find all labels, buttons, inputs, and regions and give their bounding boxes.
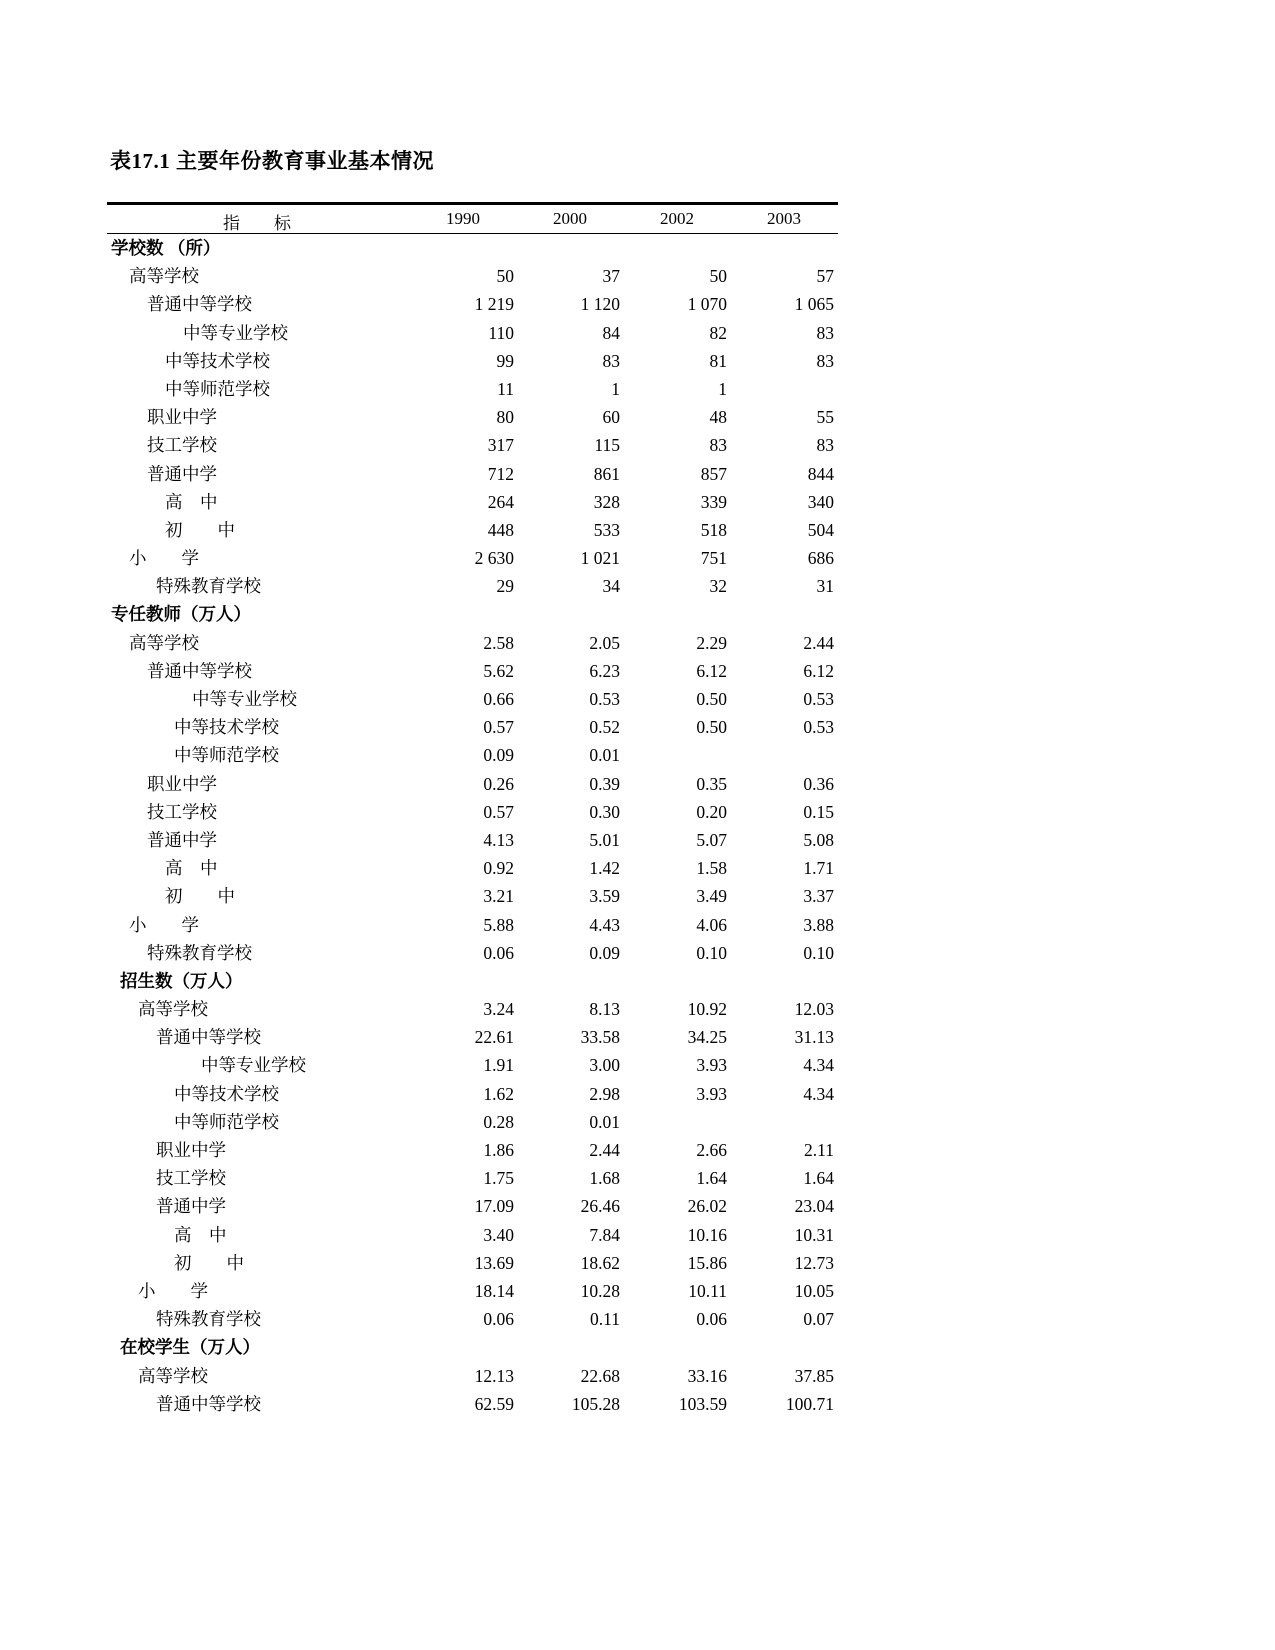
- table-row: [107, 1192, 838, 1220]
- cell-2000: 2.98: [589, 1083, 620, 1104]
- cell-1990: 0.66: [483, 689, 514, 709]
- cell-2002: 10.92: [687, 999, 727, 1020]
- cell-2002: 26.02: [687, 1196, 727, 1217]
- table-row: [107, 1249, 838, 1277]
- cell-2000: 0.11: [590, 1309, 620, 1330]
- table-row: [107, 657, 838, 685]
- cell-2002: 83: [709, 435, 727, 456]
- cell-1990: 0.09: [483, 745, 514, 766]
- cell-2000: 4.43: [589, 914, 620, 935]
- cell-2003: 31: [816, 576, 834, 597]
- cell-2002: 15.86: [687, 1252, 727, 1273]
- table-row: [107, 685, 838, 713]
- table-row: [107, 516, 838, 544]
- cell-2000: 0.53: [589, 689, 620, 709]
- cell-1990: 110: [488, 322, 514, 343]
- table-row: [107, 1390, 838, 1418]
- cell-2003: 100.71: [785, 1393, 834, 1414]
- cell-2000: 1 021: [580, 548, 620, 569]
- cell-2002: 0.06: [696, 1309, 727, 1330]
- table-row: [107, 403, 838, 431]
- cell-2000: 5.01: [589, 829, 620, 850]
- cell-2003: 686: [807, 548, 834, 569]
- row-label: 技工学校: [156, 1168, 226, 1189]
- cell-2000: 26.46: [580, 1196, 620, 1217]
- cell-2002: 3.93: [696, 1083, 727, 1104]
- cell-2002: 32: [709, 576, 727, 597]
- cell-2002: 1 070: [687, 294, 727, 315]
- cell-2002: 0.35: [696, 773, 727, 794]
- header-indicator: 指 标: [223, 214, 291, 233]
- section-label: 学校数 （所）: [111, 238, 221, 258]
- cell-2000: 6.23: [589, 660, 620, 681]
- cell-2002: 2.66: [696, 1140, 727, 1160]
- cell-2000: 34: [602, 576, 620, 597]
- table-row: [107, 544, 838, 572]
- table-row: [107, 1136, 838, 1164]
- education-table: [107, 202, 838, 1418]
- cell-2002: 103.59: [678, 1393, 727, 1414]
- cell-1990: 13.69: [474, 1252, 514, 1273]
- cell-2000: 22.68: [580, 1365, 620, 1386]
- cell-2002: 4.06: [696, 914, 727, 935]
- table-header: [107, 205, 838, 234]
- table-row: [107, 1023, 838, 1051]
- row-label: 高 中: [165, 491, 218, 512]
- cell-1990: 3.21: [483, 886, 514, 907]
- table-row: [107, 882, 838, 910]
- row-label: 职业中学: [156, 1140, 226, 1160]
- cell-2000: 8.13: [589, 999, 620, 1020]
- table-row: [107, 319, 838, 347]
- cell-2000: 115: [594, 435, 620, 456]
- cell-1990: 1.91: [483, 1055, 514, 1076]
- row-label: 普通中等学校: [156, 1393, 261, 1414]
- row-label: 中等专业学校: [183, 322, 288, 343]
- cell-2003: 10.31: [794, 1224, 834, 1245]
- row-label: 中等专业学校: [201, 1055, 306, 1076]
- row-label: 中等师范学校: [165, 378, 270, 399]
- table-row: [107, 431, 838, 459]
- cell-2002: 0.50: [696, 717, 727, 738]
- cell-2003: 0.36: [803, 773, 834, 794]
- table-row: [107, 1362, 838, 1390]
- cell-2000: 1 120: [580, 294, 620, 315]
- header-year-2002: 2002: [660, 209, 694, 228]
- table-row: [107, 262, 838, 290]
- cell-1990: 17.09: [474, 1196, 514, 1217]
- cell-2002: 2.29: [696, 632, 727, 653]
- cell-1990: 4.13: [483, 829, 514, 850]
- cell-2003: 0.53: [803, 689, 834, 709]
- row-label: 中等技术学校: [174, 1083, 279, 1104]
- cell-1990: 0.26: [483, 773, 514, 794]
- cell-1990: 12.13: [474, 1365, 514, 1386]
- cell-1990: 317: [487, 435, 514, 456]
- cell-2000: 0.52: [589, 717, 620, 738]
- cell-2000: 83: [602, 350, 620, 371]
- section-header-row: [107, 967, 838, 995]
- row-label: 技工学校: [147, 801, 217, 822]
- cell-2003: 2.44: [803, 632, 834, 653]
- cell-2003: 10.05: [794, 1280, 834, 1301]
- cell-2000: 18.62: [580, 1252, 620, 1273]
- cell-1990: 5.62: [483, 660, 514, 681]
- cell-2003: 504: [807, 519, 834, 540]
- row-label: 中等师范学校: [174, 1111, 279, 1132]
- cell-1990: 18.14: [474, 1280, 514, 1301]
- cell-2003: 0.07: [803, 1309, 834, 1330]
- cell-2003: 83: [816, 435, 834, 456]
- cell-2002: 34.25: [687, 1027, 727, 1048]
- table-row: [107, 460, 838, 488]
- cell-1990: 80: [496, 407, 514, 428]
- cell-2003: 2.11: [804, 1140, 834, 1160]
- row-label: 特殊教育学校: [156, 1309, 261, 1330]
- cell-2002: 81: [709, 350, 727, 371]
- cell-2002: 3.93: [696, 1055, 727, 1076]
- cell-2002: 33.16: [687, 1365, 727, 1386]
- table-row: [107, 347, 838, 375]
- cell-2003: 57: [816, 266, 834, 287]
- row-label: 普通中学: [156, 1196, 226, 1217]
- cell-2002: 339: [700, 491, 727, 512]
- cell-1990: 29: [496, 576, 514, 597]
- cell-2003: 0.53: [803, 717, 834, 738]
- cell-2002: 0.10: [696, 942, 727, 963]
- cell-1990: 50: [496, 266, 514, 287]
- cell-2003: 0.15: [803, 801, 834, 822]
- cell-1990: 0.57: [483, 717, 514, 738]
- row-label: 普通中等学校: [156, 1027, 261, 1048]
- cell-1990: 3.40: [483, 1224, 514, 1245]
- table-row: [107, 1221, 838, 1249]
- row-label: 小 学: [129, 548, 199, 569]
- cell-2002: 0.50: [696, 689, 727, 709]
- table-row: [107, 854, 838, 882]
- table-title: 表17.1 主要年份教育事业基本情况: [110, 149, 434, 173]
- row-label: 初 中: [174, 1252, 244, 1273]
- row-label: 小 学: [138, 1280, 208, 1301]
- section-header-row: [107, 600, 838, 628]
- table-row: [107, 741, 838, 769]
- cell-1990: 0.28: [483, 1111, 514, 1132]
- cell-2000: 84: [602, 322, 620, 343]
- cell-2000: 0.39: [589, 773, 620, 794]
- cell-2000: 37: [602, 266, 620, 287]
- cell-1990: 0.92: [483, 858, 514, 879]
- table-row: [107, 939, 838, 967]
- cell-2000: 3.00: [589, 1055, 620, 1076]
- row-label: 中等技术学校: [174, 717, 279, 738]
- row-label: 中等师范学校: [174, 745, 279, 766]
- row-label: 特殊教育学校: [147, 942, 252, 963]
- cell-1990: 0.57: [483, 801, 514, 822]
- row-label: 高等学校: [138, 999, 208, 1020]
- cell-2003: 31.13: [794, 1027, 834, 1048]
- cell-1990: 1 219: [474, 294, 514, 315]
- cell-2000: 3.59: [589, 886, 620, 907]
- cell-2002: 6.12: [696, 660, 727, 681]
- cell-2002: 10.11: [688, 1280, 727, 1301]
- section-label: 招生数（万人）: [120, 970, 243, 991]
- cell-1990: 1.62: [483, 1083, 514, 1104]
- header-year-2000: 2000: [553, 209, 587, 228]
- row-label: 职业中学: [147, 407, 217, 428]
- table-row: [107, 629, 838, 657]
- cell-2003: 4.34: [803, 1083, 834, 1104]
- cell-2000: 10.28: [580, 1280, 620, 1301]
- cell-2002: 1.64: [696, 1168, 727, 1189]
- row-label: 特殊教育学校: [156, 576, 261, 597]
- row-label: 普通中学: [147, 463, 217, 484]
- cell-2002: 82: [709, 322, 727, 343]
- cell-1990: 2 630: [474, 548, 514, 569]
- table-row: [107, 572, 838, 600]
- cell-2000: 60: [602, 407, 620, 428]
- cell-1990: 99: [496, 350, 514, 371]
- cell-2000: 1.68: [589, 1168, 620, 1189]
- row-label: 普通中等学校: [147, 660, 252, 681]
- cell-2003: 12.73: [794, 1252, 834, 1273]
- row-label: 初 中: [165, 519, 235, 540]
- cell-2000: 328: [593, 491, 620, 512]
- cell-1990: 0.06: [483, 1309, 514, 1330]
- cell-2002: 857: [700, 463, 727, 484]
- cell-2003: 6.12: [803, 660, 834, 681]
- cell-2002: 751: [700, 548, 727, 569]
- cell-2000: 33.58: [580, 1027, 620, 1048]
- cell-2003: 340: [807, 491, 834, 512]
- cell-1990: 11: [497, 378, 514, 399]
- cell-2000: 0.30: [589, 801, 620, 822]
- cell-1990: 22.61: [474, 1027, 514, 1048]
- cell-2000: 2.05: [589, 632, 620, 653]
- table-row: [107, 1051, 838, 1079]
- cell-2000: 0.01: [589, 1111, 620, 1132]
- header-year-1990: 1990: [446, 209, 480, 228]
- cell-2002: 5.07: [696, 829, 727, 850]
- row-label: 高等学校: [129, 266, 199, 287]
- cell-2003: 3.37: [803, 886, 834, 907]
- cell-2000: 2.44: [589, 1140, 620, 1160]
- cell-1990: 3.24: [483, 999, 514, 1020]
- row-label: 高 中: [165, 858, 218, 879]
- row-label: 中等技术学校: [165, 350, 270, 371]
- cell-2000: 0.01: [589, 745, 620, 766]
- section-label: 在校学生（万人）: [120, 1337, 260, 1358]
- cell-1990: 2.58: [483, 632, 514, 653]
- cell-2003: 55: [816, 407, 834, 428]
- table-row: [107, 1164, 838, 1192]
- cell-2000: 105.28: [571, 1393, 620, 1414]
- table-row: [107, 826, 838, 854]
- table-row: [107, 488, 838, 516]
- cell-2003: 1.71: [803, 858, 834, 879]
- section-header-row: [107, 1333, 838, 1361]
- table-row: [107, 1277, 838, 1305]
- section-label: 专任教师（万人）: [111, 604, 251, 625]
- cell-2003: 83: [816, 350, 834, 371]
- row-label: 高 中: [174, 1224, 227, 1245]
- row-label: 初 中: [165, 886, 235, 907]
- cell-2003: 3.88: [803, 914, 834, 935]
- table-row: [107, 375, 838, 403]
- row-label: 中等专业学校: [192, 689, 297, 709]
- cell-1990: 264: [487, 491, 514, 512]
- cell-2002: 3.49: [696, 886, 727, 907]
- table-row: [107, 1305, 838, 1333]
- cell-2000: 533: [593, 519, 620, 540]
- table-row: [107, 911, 838, 939]
- cell-2002: 0.20: [696, 801, 727, 822]
- cell-2003: 0.10: [803, 942, 834, 963]
- table-row: [107, 713, 838, 741]
- cell-2000: 0.09: [589, 942, 620, 963]
- cell-2000: 861: [593, 463, 620, 484]
- cell-1990: 0.06: [483, 942, 514, 963]
- cell-1990: 1.75: [483, 1168, 514, 1189]
- cell-2000: 1.42: [589, 858, 620, 879]
- cell-1990: 1.86: [483, 1140, 514, 1160]
- cell-2003: 4.34: [803, 1055, 834, 1076]
- table-row: [107, 995, 838, 1023]
- cell-2003: 1.64: [803, 1168, 834, 1189]
- cell-2002: 1.58: [696, 858, 727, 879]
- cell-2003: 23.04: [794, 1196, 834, 1217]
- row-label: 技工学校: [147, 435, 217, 456]
- cell-2003: 5.08: [803, 829, 834, 850]
- cell-2003: 83: [816, 322, 834, 343]
- cell-1990: 448: [487, 519, 514, 540]
- table-row: [107, 1080, 838, 1108]
- row-label: 小 学: [129, 914, 199, 935]
- table-row: [107, 798, 838, 826]
- table-row: [107, 770, 838, 798]
- cell-2003: 37.85: [794, 1365, 834, 1386]
- row-label: 职业中学: [147, 773, 217, 794]
- row-label: 高等学校: [129, 632, 199, 653]
- table-row: [107, 290, 838, 318]
- cell-2002: 48: [709, 407, 727, 428]
- row-label: 高等学校: [138, 1365, 208, 1386]
- cell-2003: 1 065: [794, 294, 834, 315]
- cell-1990: 712: [487, 463, 514, 484]
- cell-1990: 62.59: [474, 1393, 514, 1414]
- cell-2002: 10.16: [687, 1224, 727, 1245]
- cell-2002: 518: [700, 519, 727, 540]
- cell-2003: 12.03: [794, 999, 834, 1020]
- cell-2000: 7.84: [589, 1224, 620, 1245]
- cell-2000: 1: [611, 378, 620, 399]
- cell-2002: 1: [718, 378, 727, 399]
- table-row: [107, 1108, 838, 1136]
- table-body: [107, 234, 838, 1418]
- row-label: 普通中等学校: [147, 294, 252, 315]
- cell-2002: 50: [709, 266, 727, 287]
- section-header-row: [107, 234, 838, 262]
- cell-1990: 5.88: [483, 914, 514, 935]
- cell-2003: 844: [807, 463, 834, 484]
- row-label: 普通中学: [147, 829, 217, 850]
- header-year-2003: 2003: [767, 209, 801, 228]
